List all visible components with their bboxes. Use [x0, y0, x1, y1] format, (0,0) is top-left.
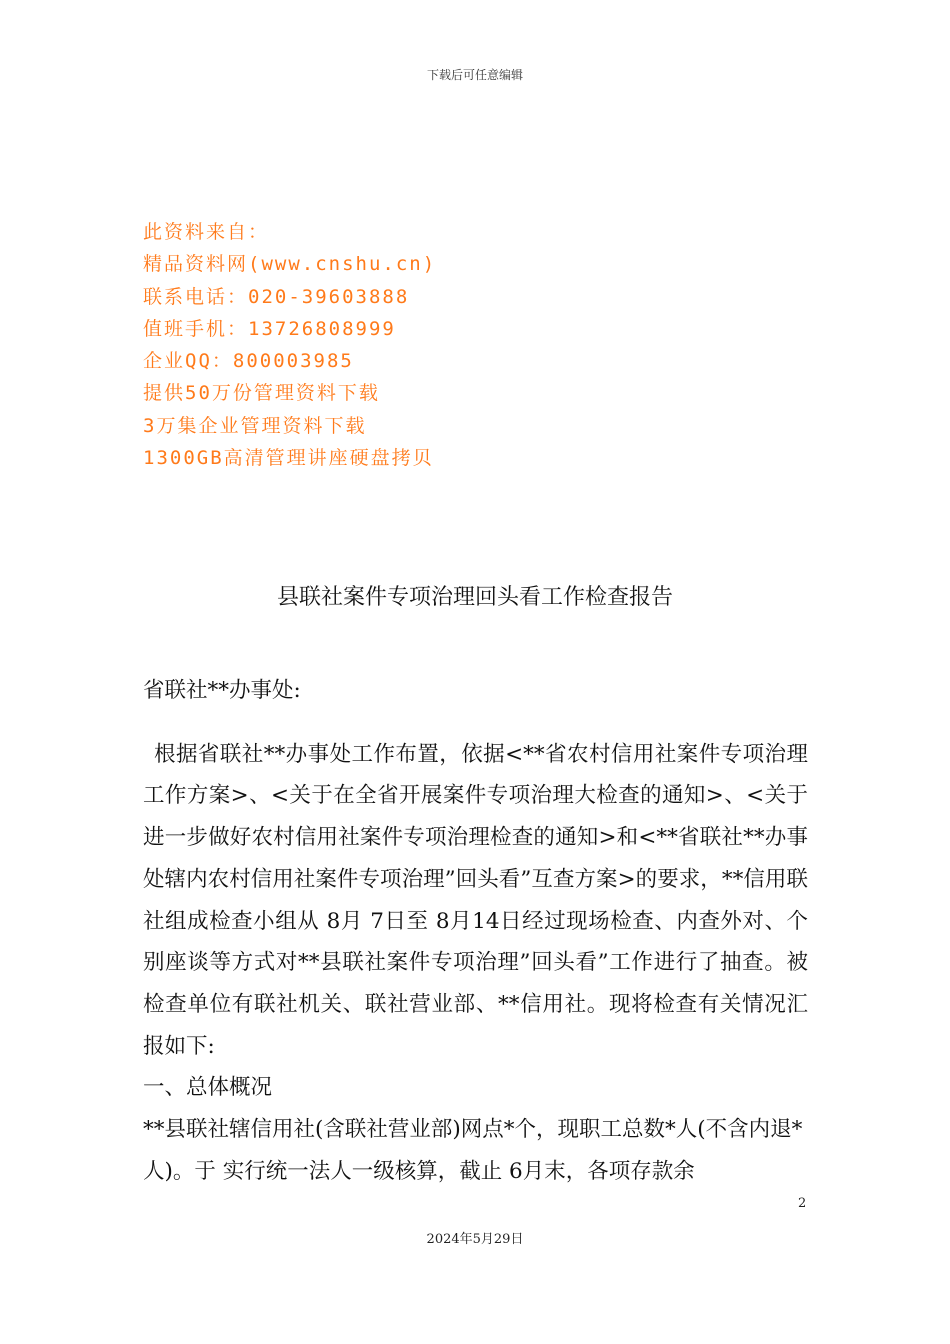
- promo-line: 精品资料网(www.cnshu.cn): [143, 253, 437, 276]
- document-title: 县联社案件专项治理回头看工作检查报告: [276, 585, 673, 610]
- section-heading: 一、总体概况: [143, 1075, 273, 1101]
- promo-block: [143, 216, 436, 474]
- document-body: [143, 670, 808, 1192]
- promo-line: 值班手机：13726808999: [143, 317, 396, 340]
- promo-line: 企业QQ：800003985: [143, 350, 354, 373]
- promo-line: 联系电话：020-39603888: [143, 285, 410, 308]
- salutation: 省联社**办事处:: [143, 678, 301, 703]
- promo-line: 1300GB高清管理讲座硬盘拷贝: [143, 447, 434, 470]
- promo-line: 3万集企业管理资料下载: [143, 414, 367, 437]
- body-paragraph: **县联社辖信用社(含联社营业部)网点*个，现职工总数*人(不含内退*人)。于 实行统一法人一级核算，截止 6月末，各项存款余: [143, 1117, 803, 1184]
- footer-date: 2024年5月29日: [426, 1232, 524, 1247]
- header-note: 下载后可任意编辑: [426, 68, 523, 82]
- body-paragraph: 根据省联社**办事处工作布置，依据<**省农村信用社案件专项治理工作方案>、<关于在全省开展案件专项治理大检查的通知>、<关于进一步做好农村信用社案件专项治理检查的通知>和<**省联社**办事处辖内农村信用社案件专项治理”回头看”互查方案>的要求，**信用联社组成检查小组从 8月 7日至 8月14日经过现场检查、内查外对、个别座谈等方式对**县联社案件专项治理”回头看”工作进行了抽查。被检查单位有联社机关、联社营业部、**信用社。现将检查有关情况汇报如下:: [143, 741, 808, 1059]
- promo-line: 提供50万份管理资料下载: [143, 382, 380, 405]
- promo-line: 此资料来自：: [143, 221, 270, 243]
- page-number: 2: [798, 1196, 807, 1211]
